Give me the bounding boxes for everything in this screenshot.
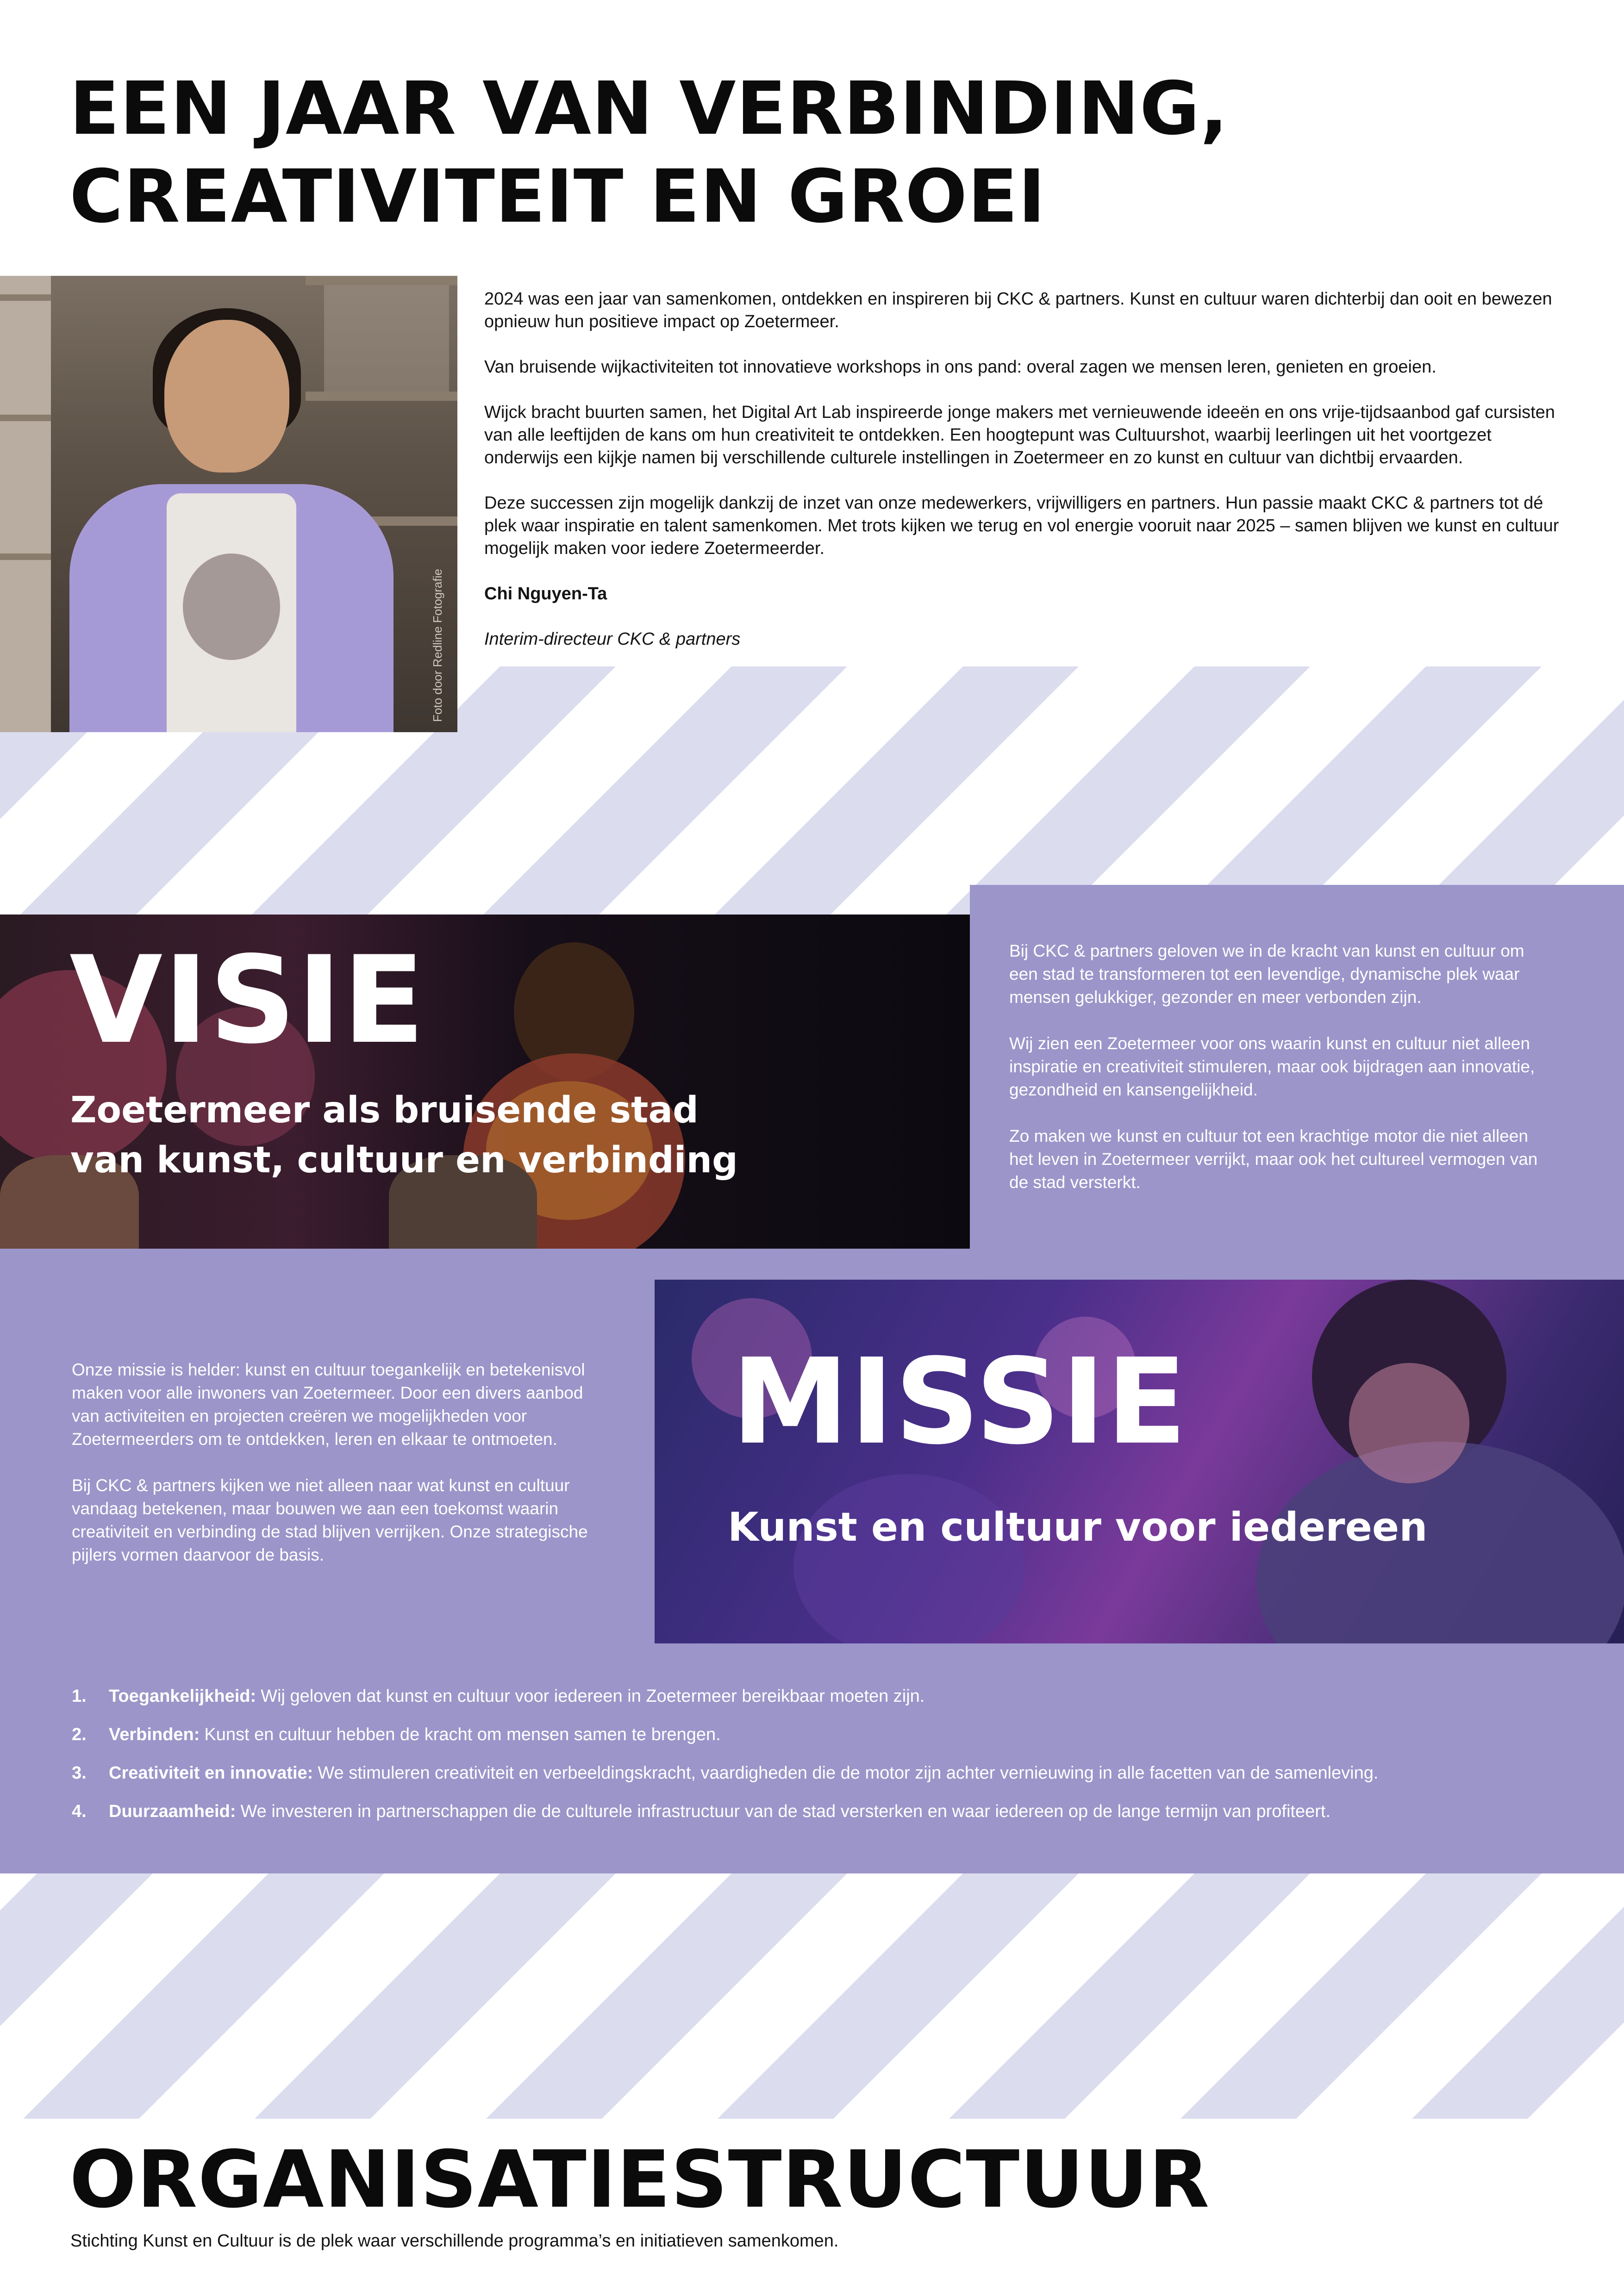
page-title-line-2: CREATIVITEIT EN GROEI	[69, 154, 1046, 239]
stripe-band-bottom	[0, 1873, 1624, 2119]
visie-subtitle-line-2: van kunst, cultuur en verbinding	[70, 1139, 738, 1181]
visie-subtitle	[70, 1085, 950, 1185]
visie-subtitle-line-1: Zoetermeer als bruisende stad	[70, 1089, 699, 1131]
pillar-text: We stimuleren creativiteit en verbeeldingskracht, vaardigheden die de motor zijn achter vernieuwing in alle facetten van de samenleving.	[318, 1763, 1379, 1783]
pillar-text: We investeren in partnerschappen die de culturele infrastructuur van de stad versterken en waar iedereen op de lange termijn van profiteert.	[240, 1802, 1331, 1821]
page-title-line-1: EEN JAAR VAN VERBINDING,	[69, 66, 1229, 151]
pillar-number: 1.	[72, 1686, 87, 1706]
intro-paragraph: Deze successen zijn mogelijk dankzij de inzet van onze medewerkers, vrijwilligers en partners. Hun passie maakt CKC & partners tot dé plek waar inspiratie en talent samenkomen. Met trots kijken we terug en vol energie vooruit naar 2025 – samen blijven we kunst en cultuur mogelijk maken voor iedere Zoetermeerder.	[484, 493, 1559, 558]
visie-text	[1009, 940, 1546, 1217]
photo-credit: Foto door Redline Fotografie	[431, 569, 444, 722]
pillar-text: Wij geloven dat kunst en cultuur voor iedereen in Zoetermeer bereikbaar moeten zijn.	[261, 1686, 925, 1706]
intro-paragraph: Van bruisende wijkactiviteiten tot innovatieve workshops in ons pand: overal zagen we mensen leren, genieten en groeien.	[484, 357, 1437, 377]
missie-heading: MISSIE	[731, 1333, 1188, 1471]
pillar-text: Kunst en cultuur hebben de kracht om mensen samen te brengen.	[204, 1725, 721, 1744]
pillar-number: 3.	[72, 1763, 87, 1783]
pillar-item	[72, 1761, 1576, 1785]
pillar-label: Toegankelijkheid:	[109, 1686, 256, 1706]
pillar-item	[72, 1685, 1576, 1708]
organisatie-heading: ORGANISATIESTRUCTUUR	[69, 2134, 1210, 2226]
visie-heading: VISIE	[69, 931, 426, 1070]
organisatie-text: Stichting Kunst en Cultuur is de plek waar verschillende programma’s en initiatieven samenkomen.	[70, 2231, 839, 2251]
page-title	[69, 65, 1551, 241]
visie-paragraph: Wij zien een Zoetermeer voor ons waarin kunst en cultuur niet alleen inspiratie en creativiteit stimuleren, maar ook bijdragen aan innovatie, gezondheid en kansengelijkheid.	[1009, 1034, 1535, 1099]
signature-role: Interim-directeur CKC & partners	[484, 629, 741, 649]
pillar-label: Verbinden:	[109, 1725, 200, 1744]
missie-paragraph: Bij CKC & partners kijken we niet alleen naar wat kunst en cultuur vandaag betekenen, maar bouwen we aan een toekomst waarin creativiteit en verbinding de stad blijven verrijken. Onze strategische pijlers vormen daarvoor de basis.	[72, 1476, 588, 1564]
pillar-label: Creativiteit en innovatie:	[109, 1763, 313, 1783]
director-portrait-photo	[0, 276, 457, 732]
intro-paragraph: 2024 was een jaar van samenkomen, ontdekken en inspireren bij CKC & partners. Kunst en cultuur waren dichterbij dan ooit en bewezen opnieuw hun positieve impact op Zoetermeer.	[484, 289, 1552, 331]
pillar-number: 2.	[72, 1725, 87, 1744]
missie-paragraph: Onze missie is helder: kunst en cultuur toegankelijk en betekenisvol maken voor alle inwoners van Zoetermeer. Door een divers aanbod van activiteiten en projecten creëren we mogelijkheden voor Zoetermeerders om te ontdekken, leren en elkaar te ontmoeten.	[72, 1360, 585, 1449]
strategic-pillars-list	[72, 1685, 1576, 1838]
missie-text	[72, 1358, 609, 1590]
visie-paragraph: Zo maken we kunst en cultuur tot een krachtige motor die niet alleen het leven in Zoetermeer verrijkt, maar ook het cultureel vermogen van de stad versterkt.	[1009, 1126, 1538, 1192]
pillar-label: Duurzaamheid:	[109, 1802, 236, 1821]
intro-paragraph: Wijck bracht buurten samen, het Digital Art Lab inspireerde jonge makers met vernieuwende ideeën en ons vrije-tijdsaanbod gaf cursisten van alle leeftijden de kans om hun creativiteit te ontdekken. Een hoogtepunt was Cultuurshot, waarbij leerlingen uit het voortgezet onderwijs een kijkje namen bij verschillende culturele instellingen in Zoetermeer en zo kunst en cultuur van dichtbij ervaarden.	[484, 403, 1555, 467]
intro-text	[484, 288, 1568, 673]
visie-paragraph: Bij CKC & partners geloven we in de kracht van kunst en cultuur om een stad te transformeren tot een levendige, dynamische plek waar mensen gelukkiger, gezonder en meer verbonden zijn.	[1009, 941, 1524, 1007]
missie-subtitle: Kunst en cultuur voor iedereen	[728, 1504, 1428, 1550]
signature-name: Chi Nguyen-Ta	[484, 584, 607, 604]
pillar-number: 4.	[72, 1802, 87, 1821]
pillar-item	[72, 1800, 1576, 1823]
pillar-item	[72, 1723, 1576, 1746]
